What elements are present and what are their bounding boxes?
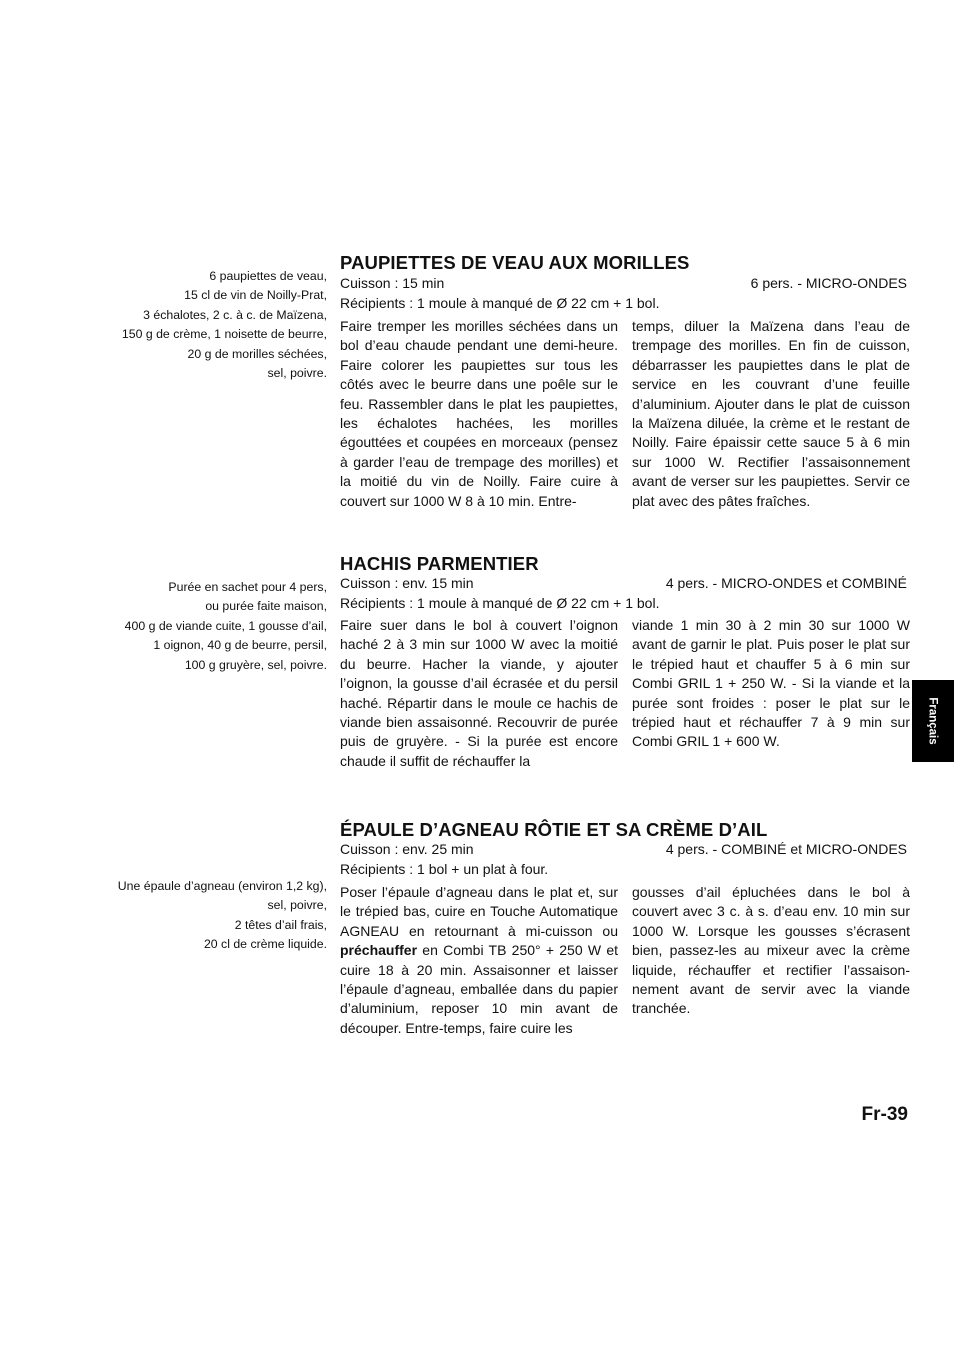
instructions-text: en Combi TB 250° + 250 W et cuire 18 à 20 min. Assaisonner et laisser l’épaule d’agneau, emballée dans du papier d’aluminium, reposer 10 min avant de découper. Entre-temps, faire cuire les (340, 942, 619, 1036)
instructions-column-2: viande 1 min 30 à 2 min 30 sur 1000 W avant de garnir le plat. Puis poser le plat sur le trépied haut et chauffer 5 à 6 min sur Combi GRIL 1 + 250 W. - Si la viande et la purée sont froides : poser le plat sur le trépied haut et réchauffer 7 à 9 min sur Combi GRIL 1 + 600 W. (632, 617, 910, 750)
cooking-time: Cuisson : env. 25 min (340, 841, 474, 857)
containers: Récipients : 1 moule à manqué de Ø 22 cm + 1 bol. (340, 594, 660, 611)
ingredient-line: 1 oignon, 40 g de beurre, persil, (153, 638, 327, 653)
instructions-column-1: Faire tremper les morilles séchées dans un bol d’eau chaude pendant une demi-heure. Faire colorer les paupiettes sur tous les côtés avec le beurre dans une poêle sur le feu. Rassembler dans le plat les paupiettes, les échalotes hachées, les morilles égouttées et coupées en morceaux (pensez à garder l’eau de trempage des morilles) et la moitié du vin de Noilly. Faire cuire à couvert sur 1000 W 8 à 10 min. Entre- (340, 318, 618, 509)
language-tab-label: Français (927, 697, 939, 745)
recipe-meta (340, 274, 907, 313)
language-tab (912, 680, 954, 762)
servings-mode: 4 pers. - COMBINÉ et MICRO-ONDES (665, 841, 907, 857)
recipe-meta (340, 574, 907, 613)
servings-mode: 6 pers. - MICRO-ONDES (750, 275, 907, 291)
servings-mode: 4 pers. - MICRO-ONDES et COMBINÉ (665, 575, 907, 591)
recipe-title: PAUPIETTES DE VEAU AUX MORILLES (340, 252, 690, 273)
instructions-column-1: Faire suer dans le bol à couvert l’oignon haché 2 à 3 min sur 1000 W avec la moitié du beurre. Hacher la viande, y ajouter l’oignon, la gousse d’ail écrasée et du persil haché. Répartir dans le moule ce hachis de viande bien assaisonné. Recouvrir de purée puis de gruyère. - Si la purée est encore chaude il suffit de réchauffer la (340, 617, 618, 769)
ingredient-line: 20 g de morilles séchées, (187, 346, 327, 361)
ingredient-line: sel, poivre. (267, 366, 327, 381)
recipe-instructions (340, 883, 910, 1038)
containers: Récipients : 1 bol + un plat à four. (340, 860, 549, 877)
containers: Récipients : 1 moule à manqué de Ø 22 cm + 1 bol. (340, 294, 660, 311)
ingredient-line: ou purée faite maison, (205, 599, 327, 614)
page-number: Fr-39 (861, 1104, 908, 1125)
cooking-time: Cuisson : env. 15 min (340, 575, 474, 591)
recipe-title: ÉPAULE D’AGNEAU RÔTIE ET SA CRÈME D’AIL (340, 819, 768, 840)
ingredient-line: 150 g de crème, 1 noisette de beurre, (121, 327, 327, 342)
instructions-text: Poser l’épaule d’agneau dans le plat et, sur le trépied bas, cuire en Touche Automatique AGNEAU en retournant à mi-cuisson ou (340, 884, 618, 939)
ingredients-list (80, 267, 327, 383)
ingredient-line: 20 cl de crème liquide. (203, 937, 327, 952)
instructions-bold-term: préchauffer (340, 942, 418, 959)
ingredient-line: 400 g de viande cuite, 1 gousse d’ail, (124, 618, 327, 633)
ingredient-line: 6 paupiettes de veau, (209, 269, 327, 283)
ingredient-line: 3 échalotes, 2 c. à c. de Maïzena, (143, 307, 327, 322)
recipe-instructions (340, 317, 910, 511)
recipe-title: HACHIS PARMENTIER (340, 553, 539, 574)
ingredients-list (80, 877, 327, 955)
recipe-instructions (340, 616, 910, 771)
instructions-column-2: gousses d’ail épluchées dans le bol à couvert avec 3 c. à s. d’eau env. 10 min sur 1000 W. Lorsque les gousses s’écrasent bien, passez-les au mixeur avec la crème liquide, réchauffer et rectifier l’assaison-nement avant de servir avec la viande tranchée. (632, 884, 910, 1017)
ingredient-line: 100 g gruyère, sel, poivre. (184, 657, 327, 672)
ingredient-line: Une épaule d’agneau (environ 1,2 kg), (117, 879, 327, 893)
recipe-meta (340, 840, 907, 879)
ingredients-list (80, 578, 327, 675)
ingredient-line: sel, poivre, (267, 898, 327, 913)
ingredient-line: 2 têtes d’ail frais, (234, 917, 327, 932)
instructions-column-1 (340, 883, 618, 1038)
ingredient-line: Purée en sachet pour 4 pers, (168, 580, 327, 594)
instructions-column-2: temps, diluer la Maïzena dans l’eau de trempage des morilles. En fin de cuisson, débarrasser les paupiettes dans le plat de service en les couvrant d’une feuille d’aluminium. Ajouter dans le plat de cuisson la Maïzena diluée, la crème et le restant de Noilly. Faire épaissir cette sauce 5 à 6 min sur 1000 W. Rectifier l’assaisonnement avant de verser sur les paupiettes. Servir ce plat avec des pâtes fraîches. (632, 318, 910, 509)
ingredient-line: 15 cl de vin de Noilly-Prat, (184, 288, 327, 303)
cooking-time: Cuisson : 15 min (340, 275, 445, 291)
